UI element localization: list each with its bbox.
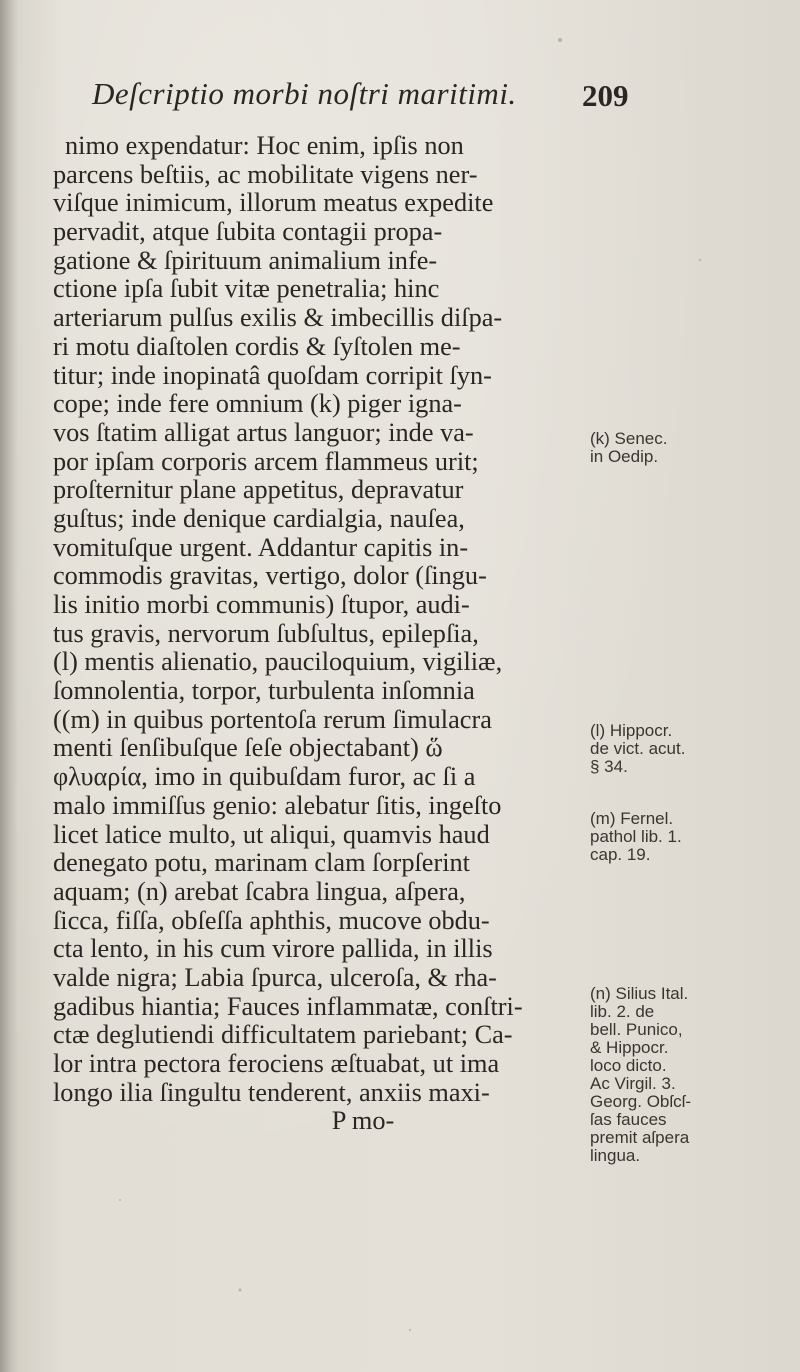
body-line: lis initio morbi communis) ſtupor, audi- [53,590,470,619]
margin-note-line: § 34. [590,757,628,776]
body-line: por ipſam corporis arcem flammeus urit; [53,446,479,476]
body-line: arteriarum pulſus exilis & imbecillis diſpa- [53,303,503,333]
margin-note-line: bell. Punico, [590,1020,683,1039]
margin-note-line: (k) Senec. [590,429,668,448]
margin-note-line: in Oedip. [590,447,659,466]
body-line: nimo expendatur: Hoc enim, ipſis non [65,131,464,160]
body-text [53,132,573,1136]
body-line: vos ſtatim alligat artus languor; inde va- [53,417,474,447]
body-line: cope; inde fere omnium (k) piger igna- [53,389,462,419]
body-line: ri motu diaſtolen cordis & ſyſtolen me- [53,331,461,361]
body-line: ctione ipſa ſubit vitæ penetralia; hinc [53,274,440,304]
body-line: guſtus; inde denique cardialgia, nauſea, [53,503,465,533]
margin-note-line: & Hippocr. [590,1038,669,1057]
margin-note-m [590,810,790,864]
margin-note-line: Georg. Obſcſ- [590,1092,692,1111]
body-line: ctæ deglutiendi difficultatem pariebant; Ca- [53,1020,513,1050]
margin-note-line: cap. 19. [590,845,651,864]
body-line: licet latice multo, ut aliqui, quamvis haud [53,819,490,849]
body-line: viſque inimicum, illorum meatus expedite [53,188,494,218]
body-line: aquam; (n) arebat ſcabra lingua, aſpera, [53,876,466,906]
body-line: titur; inde inopinatâ quoſdam corripit ſyn- [53,360,492,390]
body-line: lor intra pectora ferociens æſtuabat, ut ima [53,1049,500,1078]
running-title: Deſcriptio morbi noſtri maritimi. [92,76,517,111]
body-line: ſicca, fiſſa, obſeſſa aphthis, mucove obdu- [53,905,490,935]
body-line: ((m) in quibus portentoſa rerum ſimulacra [53,704,492,734]
body-line: longo ilia ſingultu tenderent, anxiis maxi- [53,1077,490,1107]
body-line: valde nigra; Labia ſpurca, ulceroſa, & rha- [53,962,497,992]
margin-note-n [590,985,790,1165]
body-line: commodis gravitas, vertigo, dolor (ſingu- [53,561,487,591]
body-line: parcens beſtiis, ac mobilitate vigens ner- [53,159,478,189]
margin-note-line: lingua. [590,1146,641,1165]
body-line: menti ſenſibuſque ſeſe objectabant) ὥ [53,733,443,763]
body-line: P mo- [331,1106,395,1136]
page-gutter-shadow [0,0,18,1372]
margin-note-line: (m) Fernel. [590,809,674,828]
body-line: cta lento, in his cum virore pallida, in illis [53,934,493,964]
margin-note-line: Ac Virgil. 3. [590,1074,676,1093]
margin-note-line: lib. 2. de [590,1002,655,1021]
margin-note-line: de vict. acut. [590,739,686,758]
margin-note-line: premit aſpera [590,1128,690,1147]
margin-note-l [590,722,790,776]
body-line: φλυαρία, imo in quibuſdam furor, ac ſi a [53,762,476,792]
margin-note-line: pathol lib. 1. [590,827,682,846]
margin-note-line: ſas fauces [590,1110,667,1129]
body-line: denegato potu, marinam clam ſorpſerint [53,848,470,878]
margin-note-line: (l) Hippocr. [590,721,673,740]
page-number: 209 [582,78,629,113]
margin-note-k [590,430,790,466]
body-line: tus gravis, nervorum ſubſultus, epilepſia, [53,618,479,648]
body-line: (l) mentis alienatio, pauciloquium, vigiliæ, [53,647,503,677]
margin-note-line: (n) Silius Ital. [590,984,689,1003]
page-header [92,70,732,130]
body-line: pervadit, atque ſubita contagii propa- [53,217,443,247]
body-line: proſternitur plane appetitus, depravatur [53,475,464,505]
body-line: gatione & ſpirituum animalium infe- [53,245,438,275]
body-line: malo immiſſus genio: alebatur ſitis, ingeſto [53,790,502,820]
body-line: gadibus hiantia; Fauces inflammatæ, conſtri- [53,991,523,1021]
body-line: ſomnolentia, torpor, turbulenta inſomnia [53,676,475,706]
body-line: vomituſque urgent. Addantur capitis in- [53,532,469,562]
margin-note-line: loco dicto. [590,1056,667,1075]
